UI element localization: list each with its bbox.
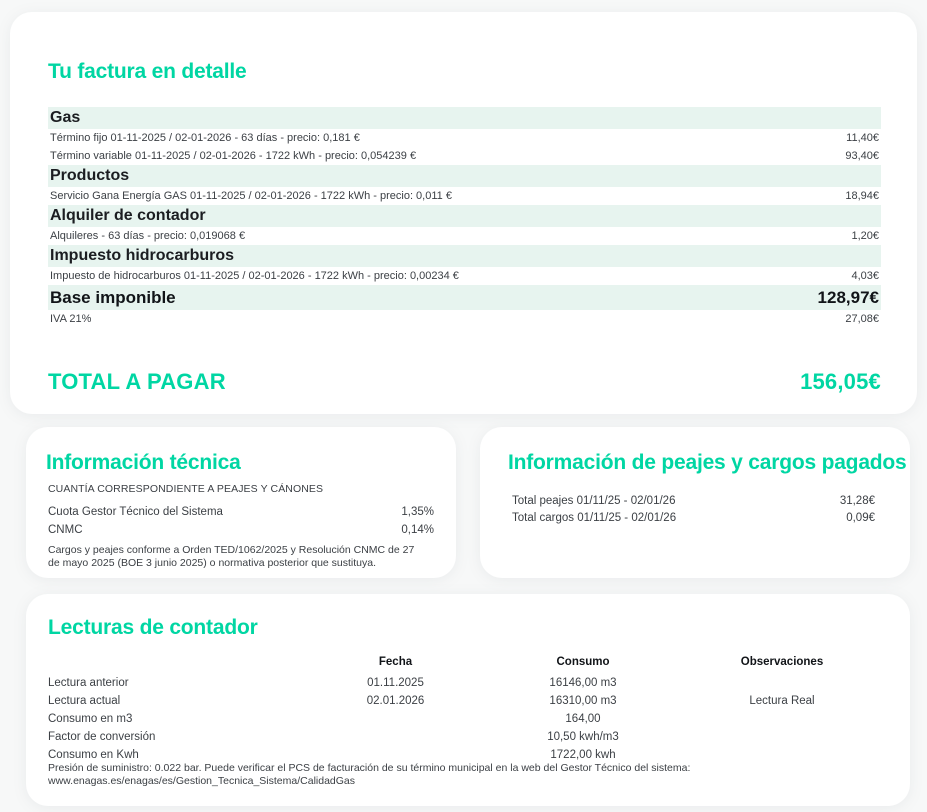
- informacion-tecnica-note: Cargos y peajes conforme a Orden TED/1062/2025 y Resolución CNMC de 27 de mayo 2025 (BOE 3 junio 2025) o normativa posterior que sustituya.: [48, 544, 415, 569]
- peajes-cargos-row-value: 0,09€: [846, 512, 875, 524]
- invoice-row-label: Término variable 01-11-2025 / 02-01-2026 - 1722 kWh - precio: 0,054239 €: [50, 150, 417, 162]
- lecturas-header-observaciones: Observaciones: [740, 656, 824, 668]
- lectura-row: [48, 710, 886, 728]
- invoice-row-label: Impuesto hidrocarburos: [50, 247, 235, 264]
- lectura-row-observaciones: [678, 710, 886, 728]
- invoice-row-amount: 11,40€: [846, 132, 879, 144]
- lectura-row-fecha: 01.11.2025: [367, 677, 424, 689]
- invoice-row-label: Alquiler de contador: [50, 207, 206, 224]
- invoice-detail-title: Tu factura en detalle: [48, 60, 247, 83]
- lectura-row-consumo: 10,50 kwh/m3: [547, 731, 619, 743]
- informacion-tecnica-subtitle: CUANTÍA CORRESPONDIENTE A PEAJES Y CÁNONES: [48, 483, 324, 495]
- lecturas-contador-title: Lecturas de contador: [48, 616, 258, 639]
- peajes-cargos-row-label: Total cargos 01/11/25 - 02/01/26: [512, 512, 677, 524]
- invoice-row-amount: 18,94€: [845, 190, 879, 202]
- invoice-section-row: [48, 165, 881, 187]
- lectura-row-label: Lectura actual: [48, 695, 121, 707]
- informacion-tecnica-rows: [48, 503, 434, 539]
- lectura-row-label: Consumo en m3: [48, 713, 133, 725]
- lecturas-contador-table: [48, 656, 886, 764]
- informacion-tecnica-row-label: Cuota Gestor Técnico del Sistema: [48, 506, 223, 518]
- invoice-item-row: [48, 285, 881, 310]
- invoice-row-amount: 4,03€: [851, 270, 879, 282]
- informacion-tecnica-row: [48, 521, 434, 539]
- invoice-detail-rows: [48, 107, 881, 328]
- invoice-item-row: [48, 227, 881, 245]
- peajes-cargos-row-label: Total peajes 01/11/25 - 02/01/26: [512, 495, 676, 507]
- peajes-cargos-row-value: 31,28€: [839, 495, 875, 507]
- lectura-row: [48, 692, 886, 710]
- invoice-row-amount: [767, 107, 881, 129]
- lectura-row-fecha: [303, 710, 488, 728]
- invoice-row-amount: 27,08€: [845, 313, 879, 325]
- invoice-item-row: [48, 187, 881, 205]
- invoice-section-row: [48, 245, 881, 267]
- lecturas-header-fecha: Fecha: [378, 656, 413, 668]
- informacion-tecnica-card: [26, 427, 456, 578]
- lecturas-header-label: [48, 656, 303, 674]
- informacion-tecnica-row-label: CNMC: [48, 524, 83, 536]
- invoice-section-row: [48, 205, 881, 227]
- invoice-row-amount: [767, 165, 881, 187]
- invoice-detail-table: [48, 107, 881, 328]
- lecturas-header: [48, 656, 886, 674]
- lecturas-header-row: [48, 656, 886, 674]
- peajes-cargos-row: [512, 510, 875, 527]
- invoice-row-amount: 1,20€: [851, 230, 879, 242]
- invoice-row-amount: [767, 205, 881, 227]
- invoice-row-label: Productos: [50, 167, 130, 184]
- invoice-row-label: Gas: [50, 109, 81, 126]
- peajes-cargos-row: [512, 493, 875, 510]
- invoice-row-label: Servicio Gana Energía GAS 01-11-2025 / 02-01-2026 - 1722 kWh - precio: 0,011 €: [50, 190, 452, 202]
- lectura-row-label: Consumo en Kwh: [48, 749, 139, 761]
- invoice-row-label: IVA 21%: [50, 313, 92, 325]
- invoice-row-amount: 93,40€: [845, 150, 879, 162]
- lectura-row-label: Lectura anterior: [48, 677, 129, 689]
- invoice-row-amount: 128,97€: [817, 288, 879, 307]
- invoice-item-row: [48, 129, 881, 147]
- peajes-cargos-title: Información de peajes y cargos pagados: [508, 451, 907, 474]
- invoice-row-label: Impuesto de hidrocarburos 01-11-2025 / 02-01-2026 - 1722 kWh - precio: 0,00234 €: [50, 270, 459, 282]
- lectura-row-observaciones: [678, 728, 886, 746]
- lecturas-rows: [48, 674, 886, 764]
- total-a-pagar-value: 156,05€: [800, 369, 881, 394]
- invoice-row-label: Término fijo 01-11-2025 / 02-01-2026 - 63 días - precio: 0,181 €: [50, 132, 360, 144]
- lectura-row: [48, 674, 886, 692]
- lecturas-contador-note: Presión de suministro: 0.022 bar. Puede verificar el PCS de facturación de su término municipal en la web del Gestor Técnico del sistema: www.enagas.es/enagas/es/Gestion_Tecnica_Sistema/CalidadGas: [48, 762, 691, 787]
- peajes-cargos-rows: [512, 493, 875, 527]
- informacion-tecnica-row: [48, 503, 434, 521]
- lectura-row-label: Factor de conversión: [48, 731, 156, 743]
- lectura-row-fecha: [303, 728, 488, 746]
- lecturas-contador-card: [26, 594, 910, 806]
- lectura-row-fecha: 02.01.2026: [366, 695, 425, 707]
- informacion-tecnica-row-value: 0,14%: [401, 524, 434, 536]
- informacion-tecnica-title: Información técnica: [46, 451, 241, 474]
- lectura-row-consumo: 1722,00 kwh: [550, 749, 616, 761]
- lectura-row-consumo: 16310,00 m3: [549, 695, 617, 707]
- lectura-row-consumo: 16146,00 m3: [549, 677, 617, 689]
- invoice-row-label: Base imponible: [50, 288, 176, 307]
- informacion-tecnica-row-value: 1,35%: [401, 506, 434, 518]
- invoice-section-row: [48, 107, 881, 129]
- lectura-row-observaciones: [678, 674, 886, 692]
- invoice-detail-card: [10, 12, 917, 414]
- total-a-pagar-label: TOTAL A PAGAR: [48, 369, 226, 394]
- lecturas-header-consumo: Consumo: [556, 656, 610, 668]
- lectura-row: [48, 728, 886, 746]
- lectura-row-observaciones: Lectura Real: [749, 695, 815, 707]
- invoice-item-row: [48, 267, 881, 285]
- invoice-item-row: [48, 147, 881, 165]
- peajes-cargos-card: [480, 427, 910, 578]
- invoice-item-row: [48, 310, 881, 328]
- invoice-row-label: Alquileres - 63 días - precio: 0,019068 €: [50, 230, 246, 242]
- lectura-row-consumo: 164,00: [565, 713, 601, 725]
- invoice-row-amount: [767, 245, 881, 267]
